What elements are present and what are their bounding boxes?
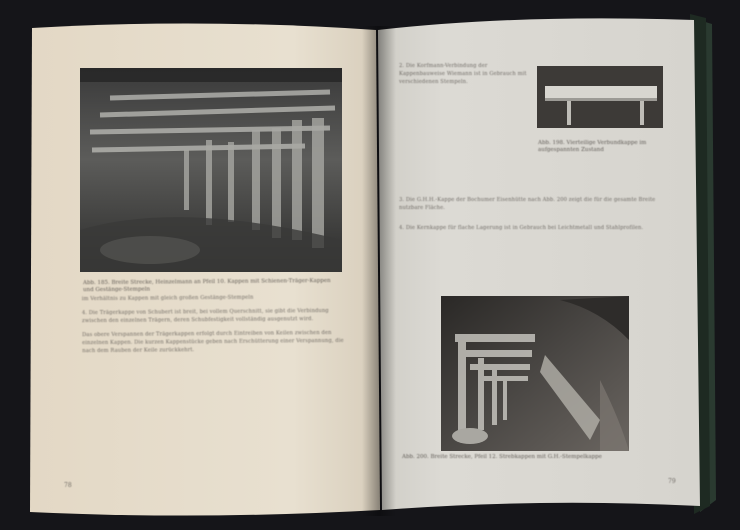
right-paragraph: 3. Die G.H.H.-Kappe der Bochumer Eisenhütte nach Abb. 200 zeigt die für die gesamte Breite nutzbare Fläche. <box>399 197 656 211</box>
kappe-beam-photo <box>537 66 663 128</box>
right-page-number: 79 <box>668 478 676 485</box>
left-page-body <box>82 293 345 355</box>
right-figure-caption: Abb. 198. Vierteilige Verbundkappe im aufgespannten Zustand <box>538 140 647 153</box>
supports-photo <box>441 296 629 451</box>
right-page-top-text <box>399 62 529 86</box>
right-page-body <box>399 196 667 232</box>
left-paragraph: im Verhältnis zu Kappen mit gleich großen Gestänge-Stempeln <box>81 294 254 303</box>
right-paragraph: 4. Die Kernkappe für flache Lagerung ist in Gebrauch bei Leichtmetall und Stahlprofilen. <box>399 225 644 231</box>
left-page-number: 78 <box>64 482 72 489</box>
right-bottom-caption: Abb. 200. Breite Strecke, Pfeil 12. Strebkappen mit G.H.-Stempelkappe <box>402 454 602 460</box>
left-paragraph: 4. Die Trägerkappe von Schubert ist breit, bei vollem Querschnitt, sie gibt die Verbindung zwischen den einzelnen Trägern, deren Schubfestigkeit vollständig ausgenutzt wird. <box>81 307 329 325</box>
mine-tunnel-photo <box>80 68 342 272</box>
right-paragraph: 2. Die Korfmann-Verbindung der Kappenbauweise Wiemann ist in Gebrauch mit verschiedenen Stempeln. <box>399 63 527 85</box>
left-figure-caption: Abb. 185. Breite Strecke, Heinzelmann an Pfeil 10. Kappen mit Schienen-Träger-Kappen und Gestänge-Stempeln <box>82 277 331 294</box>
left-paragraph: Das obere Verspannen der Trägerkappen erfolgt durch Eintreiben von Keilen zwischen den einzelnen Kappen. Die kurzen Kappenstücke geben nach Erschütterung einer Verspannung, die nach dem Rauben der Keile zurückkehrt. <box>82 329 344 355</box>
